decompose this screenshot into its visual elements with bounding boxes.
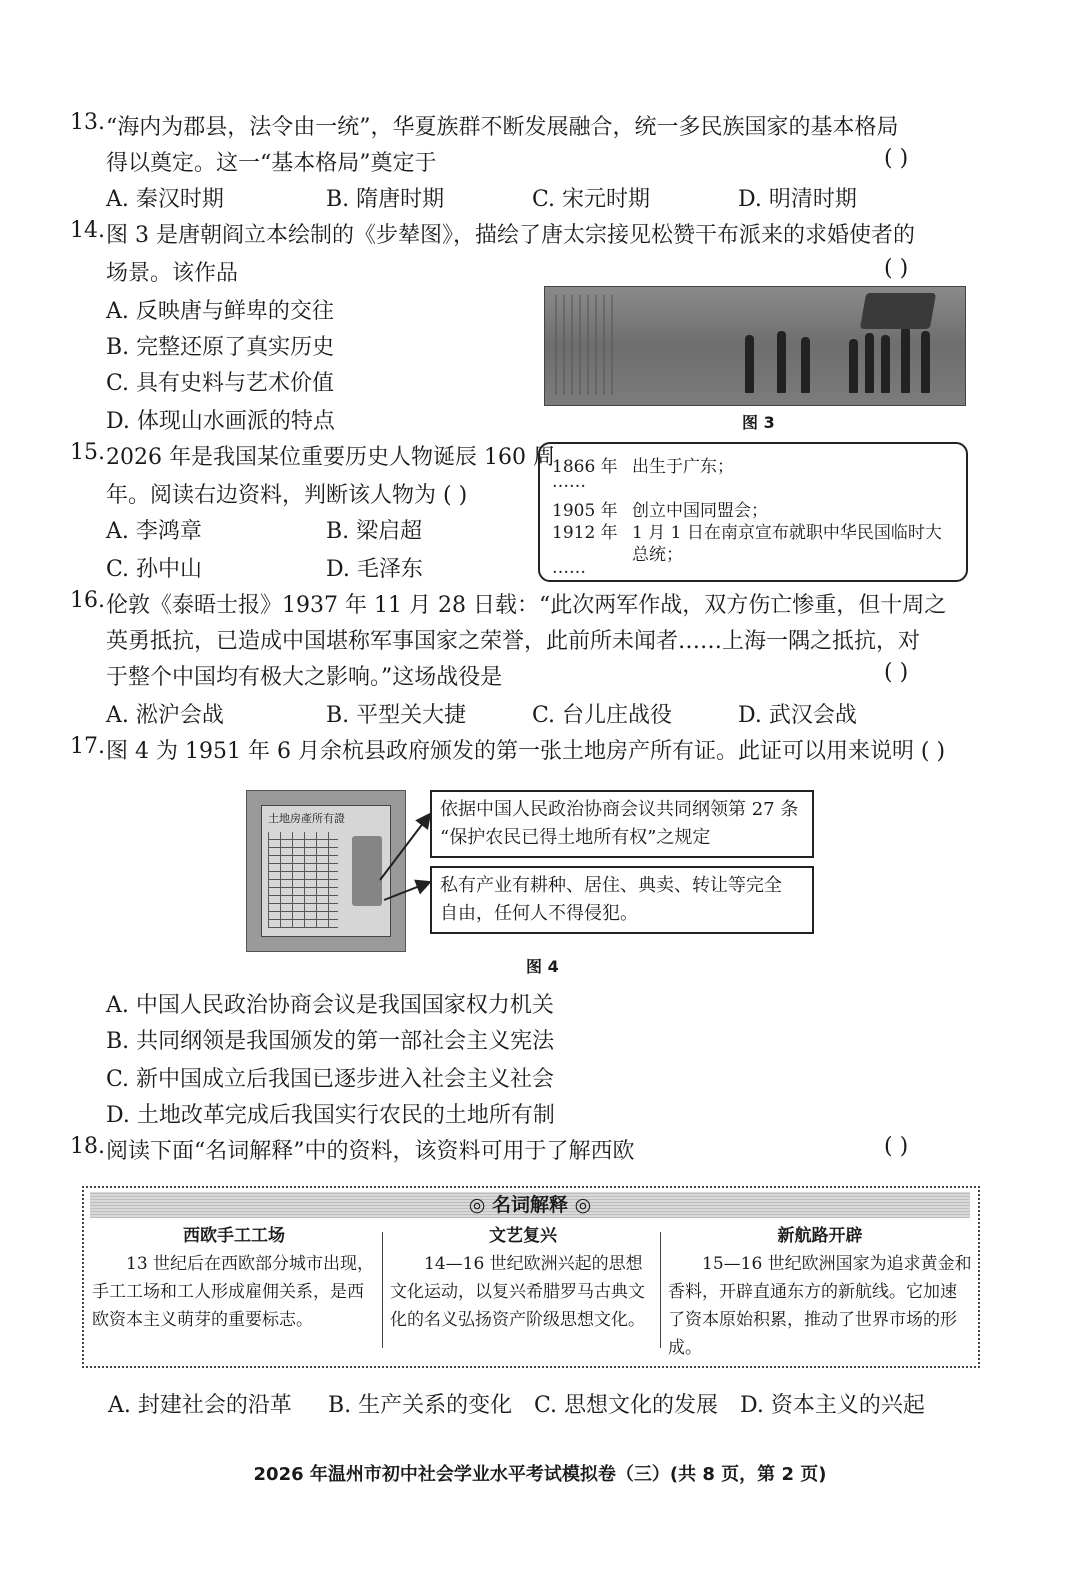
q16-option-d[interactable]: D. 武汉会战 [738, 703, 857, 728]
question-16-line-3: 于整个中国均有极大之影响。”这场战役是 [106, 665, 503, 690]
glossary-definition: 13 世纪后在西欧部分城市出现，手工工场和工人形成雇佣关系，是西欧资本主义萌芽的重要标志。 [92, 1254, 375, 1330]
q18-option-a[interactable]: A. 封建社会的沿革 [108, 1393, 292, 1418]
callout-2-line-2: 自由，任何人不得侵犯。 [440, 903, 638, 924]
page-footer: 2026 年温州市初中社会学业水平考试模拟卷（三）(共 8 页，第 2 页) [253, 1464, 827, 1485]
callout-1-line-1: 依据中国人民政治协商会议共同纲领第 27 条 [440, 799, 799, 820]
figure-4-label: 图 4 [526, 957, 559, 976]
glossary-column [390, 1222, 656, 1360]
answer-paren-16: ( ) [884, 660, 909, 685]
question-13-line-2: 得以奠定。这一“基本格局”奠定于 [106, 151, 437, 176]
q13-option-c[interactable]: C. 宋元时期 [532, 187, 651, 212]
q16-option-b[interactable]: B. 平型关大捷 [326, 703, 467, 728]
glossary-term: 新航路开辟 [777, 1226, 863, 1246]
q14-option-b[interactable]: B. 完整还原了真实历史 [106, 335, 335, 360]
q16-option-a[interactable]: A. 淞沪会战 [106, 703, 224, 728]
question-15-number: 15. [70, 440, 105, 465]
callout-box-2 [430, 866, 814, 934]
q17-option-b[interactable]: B. 共同纲领是我国颁发的第一部社会主义宪法 [106, 1029, 555, 1054]
question-16-number: 16. [70, 588, 105, 613]
q17-option-c[interactable]: C. 新中国成立后我国已逐步进入社会主义社会 [106, 1067, 555, 1092]
column-divider [382, 1232, 383, 1348]
callout-2-line-1: 私有产业有耕种、居住、典卖、转让等完全 [440, 875, 782, 896]
q17-option-a[interactable]: A. 中国人民政治协商会议是我国国家权力机关 [106, 993, 554, 1018]
figure-3-label: 图 3 [742, 413, 775, 432]
question-14-number: 14. [70, 218, 105, 243]
biography-box [538, 442, 968, 582]
bio-row: …… [552, 472, 586, 492]
glossary-title: ◎ 名词解释 ◎ [90, 1192, 970, 1218]
question-13-number: 13. [70, 110, 105, 135]
q14-option-d[interactable]: D. 体现山水画派的特点 [106, 409, 335, 434]
glossary-column [668, 1222, 972, 1360]
q16-option-c[interactable]: C. 台儿庄战役 [532, 703, 673, 728]
question-15-line-2: 年。阅读右边资料，判断该人物为 ( ) [106, 483, 468, 508]
question-14-line-2: 场景。该作品 [106, 261, 239, 286]
q13-option-d[interactable]: D. 明清时期 [738, 187, 857, 212]
q15-option-c[interactable]: C. 孙中山 [106, 557, 203, 582]
q13-option-b[interactable]: B. 隋唐时期 [326, 187, 445, 212]
q18-option-b[interactable]: B. 生产关系的变化 [328, 1393, 513, 1418]
question-17-line-1: 图 4 为 1951 年 6 月余杭县政府颁发的第一张土地房产所有证。此证可以用来说明 ( ) [106, 739, 946, 764]
bio-row: …… [552, 558, 586, 578]
bio-row: 1866 年 出生于广东； [552, 457, 734, 477]
answer-paren-13: ( ) [884, 146, 909, 171]
q17-option-d[interactable]: D. 土地改革完成后我国实行农民的土地所有制 [106, 1103, 555, 1128]
callout-1-line-2: “保护农民已得土地所有权”之规定 [440, 827, 711, 848]
q18-option-d[interactable]: D. 资本主义的兴起 [740, 1393, 925, 1418]
question-13-line-1: “海内为郡县，法令由一统”，华夏族群不断发展融合，统一多民族国家的基本格局 [106, 115, 899, 140]
bunian-tu-painting-image [544, 286, 966, 406]
callout-box-1 [430, 790, 814, 858]
glossary-box [82, 1186, 980, 1368]
question-18-number: 18. [70, 1134, 105, 1159]
q14-option-c[interactable]: C. 具有史料与艺术价值 [106, 371, 335, 396]
q15-option-a[interactable]: A. 李鸿章 [106, 519, 202, 544]
bio-row: 1912 年 1 月 1 日在南京宣布就职中华民国临时大 [552, 523, 942, 543]
glossary-term: 西欧手工工场 [183, 1226, 285, 1246]
q14-option-a[interactable]: A. 反映唐与鲜卑的交往 [106, 299, 334, 324]
q18-option-c[interactable]: C. 思想文化的发展 [534, 1393, 719, 1418]
question-17-number: 17. [70, 734, 105, 759]
q13-option-a[interactable]: A. 秦汉时期 [106, 187, 224, 212]
question-18-line-1: 阅读下面“名词解释”中的资料，该资料可用于了解西欧 [106, 1139, 635, 1164]
q15-option-d[interactable]: D. 毛泽东 [326, 557, 423, 582]
glossary-column [92, 1222, 376, 1360]
bio-row: 总统； [632, 545, 683, 565]
glossary-definition: 14—16 世纪欧洲兴起的思想文化运动，以复兴希腊罗马古典文化的名义弘扬资产阶级思想文化。 [390, 1254, 645, 1330]
column-divider [660, 1232, 661, 1348]
bio-row: 1905 年 创立中国同盟会； [552, 501, 768, 521]
question-14-line-1: 图 3 是唐朝阎立本绘制的《步辇图》，描绘了唐太宗接见松赞干布派来的求婚使者的 [106, 223, 915, 248]
certificate-title: 土地房產所有證 [268, 812, 345, 825]
q15-option-b[interactable]: B. 梁启超 [326, 519, 423, 544]
answer-paren-18: ( ) [884, 1134, 909, 1159]
answer-paren-14: ( ) [884, 256, 909, 281]
question-16-line-1: 伦敦《泰晤士报》1937 年 11 月 28 日载：“此次两军作战，双方伤亡惨重，但十周之 [106, 593, 947, 618]
question-15-line-1: 2026 年是我国某位重要历史人物诞辰 160 周 [106, 445, 555, 470]
glossary-term: 文艺复兴 [489, 1226, 557, 1246]
question-16-line-2: 英勇抵抗，已造成中国堪称军事国家之荣誉，此前所未闻者……上海一隅之抵抗，对 [106, 629, 921, 654]
glossary-definition: 15—16 世纪欧洲国家为追求黄金和香料，开辟直通东方的新航线。它加速了资本原始积累，推动了世界市场的形成。 [668, 1254, 972, 1358]
